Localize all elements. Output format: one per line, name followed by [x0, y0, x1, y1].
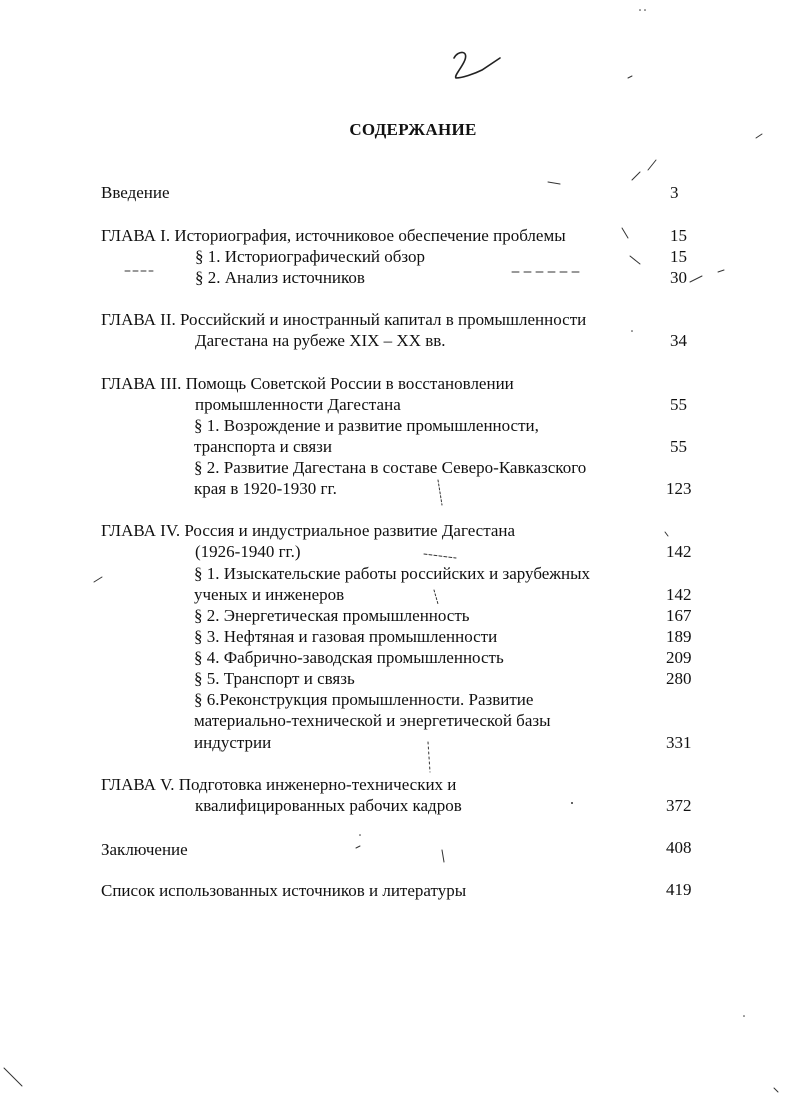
toc-page-4-1: 142 [666, 585, 692, 604]
toc-entry-chapter-5-cont: квалифицированных рабочих кадров [195, 796, 462, 815]
toc-entry-chapter-4: ГЛАВА IV. Россия и индустриальное развитие Дагестана [101, 521, 516, 540]
toc-page-chapter-4: 142 [666, 542, 692, 561]
toc-page-introduction: 3 [670, 183, 679, 202]
toc-page-chapter-3: 55 [670, 395, 687, 414]
toc-entry-introduction: Введение [101, 183, 170, 202]
toc-page-4-5: 280 [666, 669, 692, 688]
toc-entry-4-4: § 4. Фабрично-заводская промышленность [194, 648, 504, 667]
toc-entry-4-1-cont: ученых и инженеров [194, 585, 345, 604]
toc-page-1-2: 30 [670, 268, 687, 287]
toc-entry-3-2-cont: края в 1920-1930 гг. [194, 479, 337, 498]
toc-page-1-1: 15 [670, 247, 687, 266]
handwritten-page-number [448, 48, 504, 84]
toc-entry-chapter-3: ГЛАВА III. Помощь Советской России в восстановлении [101, 374, 514, 393]
toc-entry-4-6: § 6.Реконструкция промышленности. Развитие [194, 690, 534, 709]
toc-entry-4-3: § 3. Нефтяная и газовая промышленности [194, 627, 498, 646]
toc-entry-4-2: § 2. Энергетическая промышленность [194, 606, 470, 625]
toc-entry-chapter-2: ГЛАВА II. Российский и иностранный капитал в промышленности [101, 310, 587, 329]
toc-entry-chapter-2-cont: Дагестана на рубеже XIX – XX вв. [195, 331, 446, 350]
page-title: СОДЕРЖАНИЕ [349, 120, 477, 139]
toc-page-chapter-2: 34 [670, 331, 687, 350]
toc-page-chapter-5: 372 [666, 796, 692, 815]
toc-page-conclusion: 408 [666, 838, 692, 857]
toc-entry-3-1-cont: транспорта и связи [194, 437, 332, 456]
toc-entry-3-2: § 2. Развитие Дагестана в составе Северо-Кавказского [194, 458, 587, 477]
toc-entry-4-1: § 1. Изыскательские работы российских и зарубежных [194, 564, 591, 583]
toc-page-4-3: 189 [666, 627, 692, 646]
toc-page-4-6: 331 [666, 733, 692, 752]
toc-page-3-2: 123 [666, 479, 692, 498]
toc-entry-4-6-cont: материально-технической и энергетической базы [194, 711, 551, 730]
toc-page-chapter-1: 15 [670, 226, 687, 245]
toc-page-4-2: 167 [666, 606, 692, 625]
toc-entry-bibliography: Список использованных источников и литературы [101, 881, 467, 900]
toc-entry-chapter-4-cont: (1926-1940 гг.) [195, 542, 301, 561]
toc-entry-4-5: § 5. Транспорт и связь [194, 669, 355, 688]
toc-page-3-1: 55 [670, 437, 687, 456]
toc-page-bibliography: 419 [666, 880, 692, 899]
toc-entry-4-6-cont2: индустрии [194, 733, 272, 752]
toc-page-4-4: 209 [666, 648, 692, 667]
toc-entry-1-1: § 1. Историографический обзор [195, 247, 426, 266]
toc-entry-conclusion: Заключение [101, 840, 188, 859]
toc-entry-3-1: § 1. Возрождение и развитие промышленности, [194, 416, 539, 435]
toc-entry-chapter-1: ГЛАВА I. Историография, источниковое обеспечение проблемы [101, 226, 566, 245]
toc-entry-chapter-5: ГЛАВА V. Подготовка инженерно-технических и [101, 775, 457, 794]
toc-entry-1-2: § 2. Анализ источников [195, 268, 365, 287]
toc-entry-chapter-3-cont: промышленности Дагестана [195, 395, 401, 414]
